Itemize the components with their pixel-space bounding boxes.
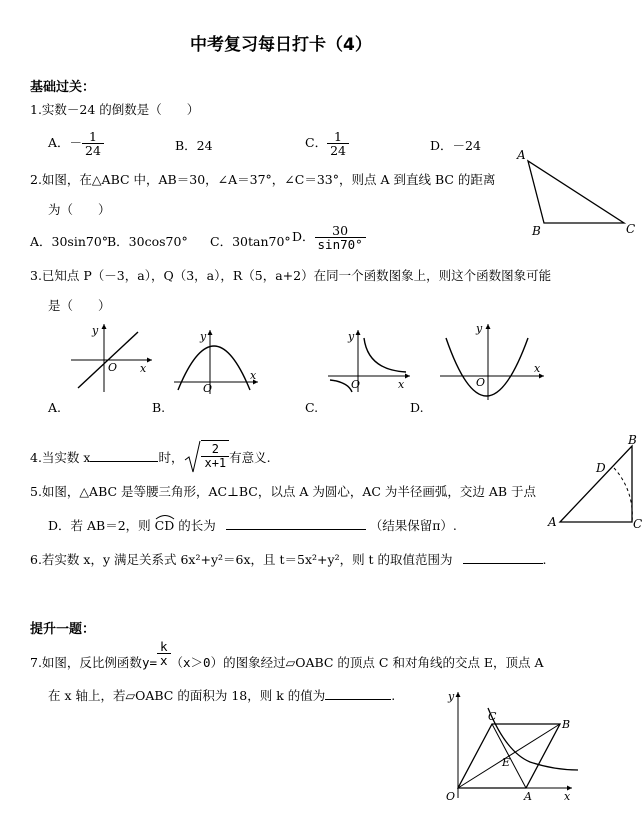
q4-rad-num: 2 bbox=[211, 442, 219, 456]
q3-c-x-label: x bbox=[398, 378, 405, 391]
q5-line2-suffix: （结果保留π）. bbox=[369, 518, 457, 533]
section-advanced-heading: 提升一题： bbox=[30, 622, 96, 637]
q5-arc-text: CD bbox=[154, 518, 175, 533]
q1-a-sign: － bbox=[69, 135, 83, 151]
q6-end: . bbox=[542, 552, 547, 567]
q3-a-x-label: x bbox=[140, 362, 147, 375]
q1-option-c[interactable] bbox=[305, 130, 349, 157]
q2-option-a[interactable]: A．30sin70° bbox=[30, 234, 109, 249]
q7-label-x: x bbox=[564, 790, 571, 803]
q5-triangle-figure bbox=[544, 432, 644, 532]
q3-c-y-label: y bbox=[348, 330, 355, 343]
q4-radicand bbox=[201, 440, 229, 469]
q7-line1 bbox=[30, 640, 544, 676]
q7-label-o: O bbox=[446, 790, 456, 803]
q3-c-branch-2 bbox=[330, 380, 352, 392]
q2-stem-line1: 2.如图，在△ABC 中，AB＝30，∠A＝37°，∠C＝33°，则点 A 到直线 BC 的距离 bbox=[30, 172, 496, 187]
q7-label-c: C bbox=[488, 710, 497, 723]
q7-func-den: x bbox=[157, 653, 171, 667]
q3-b-x-label: x bbox=[250, 369, 257, 382]
q5-arc-label bbox=[155, 518, 175, 533]
q3-graph-b[interactable] bbox=[170, 326, 265, 396]
q5-label-c: C bbox=[633, 517, 643, 531]
q3-stem-line1: 3.已知点 P（－3，a），Q（3，a），R（5，a+2）在同一个函数图象上，则这个函数图象可能 bbox=[30, 268, 552, 283]
q3-graph-c[interactable] bbox=[322, 326, 417, 394]
q1-a-fraction bbox=[82, 130, 104, 157]
q3-option-c[interactable]: C. bbox=[305, 400, 319, 415]
q5-label-b: B bbox=[628, 433, 637, 447]
q5-arc-mark bbox=[155, 514, 175, 520]
q3-graph-a[interactable] bbox=[66, 320, 156, 395]
q3-b-parabola bbox=[178, 346, 250, 390]
q3-c-branch-1 bbox=[364, 338, 406, 372]
q1-c-den: 24 bbox=[327, 143, 349, 157]
q3-a-origin: O bbox=[108, 361, 118, 374]
q6-line bbox=[30, 550, 547, 568]
q1-option-b[interactable]: B．24 bbox=[175, 138, 213, 153]
q5-line2 bbox=[48, 516, 457, 534]
q2-option-d[interactable] bbox=[292, 224, 366, 251]
q3-option-b[interactable]: B. bbox=[152, 400, 166, 415]
q4-middle: 时， bbox=[158, 450, 184, 465]
q7-line2-end: . bbox=[391, 688, 396, 703]
q6-text: 6.若实数 x，y 满足关系式 6x²+y²＝6x，且 t＝5x²+y²，则 t 的取值范围为 bbox=[30, 552, 453, 567]
q7-line2 bbox=[48, 686, 395, 704]
q5-label-d: D bbox=[596, 461, 606, 475]
q3-graph-d[interactable] bbox=[436, 320, 548, 402]
q5-label-a: A bbox=[548, 515, 557, 529]
q7-prefix: 7.如图，反比例函数 bbox=[30, 655, 142, 671]
q7-line2-text: 在 x 轴上，若▱OABC 的面积为 18，则 k 的值为 bbox=[48, 688, 326, 703]
q2-option-c[interactable]: C．30tan70° bbox=[210, 234, 291, 249]
q3-d-parabola bbox=[446, 338, 528, 396]
q1-stem: 1.实数－24 的倒数是（ ） bbox=[30, 102, 200, 117]
q2-d-num: 30 bbox=[332, 223, 349, 238]
q2-label-b: B bbox=[532, 224, 541, 238]
q4-suffix: 有意义. bbox=[229, 450, 271, 465]
q7-parallelogram-figure bbox=[440, 686, 620, 804]
q4-radical-sign bbox=[183, 440, 201, 474]
q6-answer-blank[interactable] bbox=[463, 551, 543, 564]
q3-d-origin: O bbox=[476, 376, 486, 389]
q3-b-origin: O bbox=[203, 382, 213, 395]
q7-label-y: y bbox=[448, 690, 455, 703]
q1-option-d[interactable]: D．－24 bbox=[430, 138, 481, 153]
q1-a-den: 24 bbox=[82, 143, 104, 157]
q7-label-e: E bbox=[502, 756, 511, 769]
q2-triangle bbox=[528, 161, 624, 223]
q3-stem-line2: 是（ ） bbox=[48, 298, 111, 313]
q1-c-label: C． bbox=[305, 135, 328, 151]
q2-d-label: D． bbox=[292, 229, 315, 245]
q5-triangle bbox=[560, 446, 632, 522]
q1-c-fraction bbox=[327, 130, 349, 157]
q3-b-y-label: y bbox=[200, 330, 207, 343]
q2-label-c: C bbox=[626, 222, 636, 236]
q2-stem-line2: 为（ ） bbox=[48, 202, 111, 217]
q4-answer-blank[interactable] bbox=[90, 449, 158, 462]
q5-answer-blank[interactable] bbox=[226, 517, 366, 530]
q3-a-y-label: y bbox=[92, 324, 99, 337]
q4-prefix: 4.当实数 x bbox=[30, 450, 91, 465]
q3-d-x-label: x bbox=[534, 362, 541, 375]
q5-arc-cd bbox=[614, 468, 632, 522]
q7-suffix: 的图象经过▱OABC 的顶点 C 和对角线的交点 E，顶点 A bbox=[223, 655, 544, 671]
page-title: 中考复习每日打卡（4） bbox=[190, 35, 372, 55]
q5-line1: 5.如图，△ABC 是等腰三角形，AC⊥BC，以点 A 为圆心，AC 为半径画弧，交边 AB 于点 bbox=[30, 484, 537, 499]
q2-triangle-figure bbox=[512, 145, 642, 240]
q3-d-y-label: y bbox=[476, 322, 483, 335]
q1-c-num: 1 bbox=[334, 129, 342, 144]
q7-func-fraction bbox=[157, 640, 171, 667]
q5-line2-prefix: D．若 AB＝2，则 bbox=[48, 518, 151, 533]
q2-d-den: sin70° bbox=[315, 237, 366, 251]
q3-c-origin: O bbox=[351, 378, 361, 391]
q7-cond: （x＞0） bbox=[170, 655, 224, 671]
q4-rad-den: x+1 bbox=[201, 456, 229, 470]
q2-label-a: A bbox=[517, 148, 526, 162]
q1-a-label: A． bbox=[48, 135, 70, 151]
q3-option-a[interactable]: A. bbox=[48, 400, 62, 415]
q3-option-d[interactable]: D. bbox=[410, 400, 424, 415]
q2-option-b[interactable]: B．30cos70° bbox=[107, 234, 188, 249]
q7-answer-blank[interactable] bbox=[325, 687, 391, 700]
q7-label-a: A bbox=[524, 790, 532, 803]
q4-line bbox=[30, 440, 271, 474]
q1-option-a[interactable] bbox=[48, 130, 104, 157]
q7-label-b: B bbox=[562, 718, 571, 731]
q5-line2-mid: 的长为 bbox=[178, 518, 216, 533]
q7-func-y: y= bbox=[141, 655, 157, 671]
q2-d-fraction bbox=[315, 224, 366, 251]
q1-a-num: 1 bbox=[89, 129, 97, 144]
section-basic-heading: 基础过关： bbox=[30, 80, 96, 95]
q7-func-num: k bbox=[160, 639, 168, 654]
